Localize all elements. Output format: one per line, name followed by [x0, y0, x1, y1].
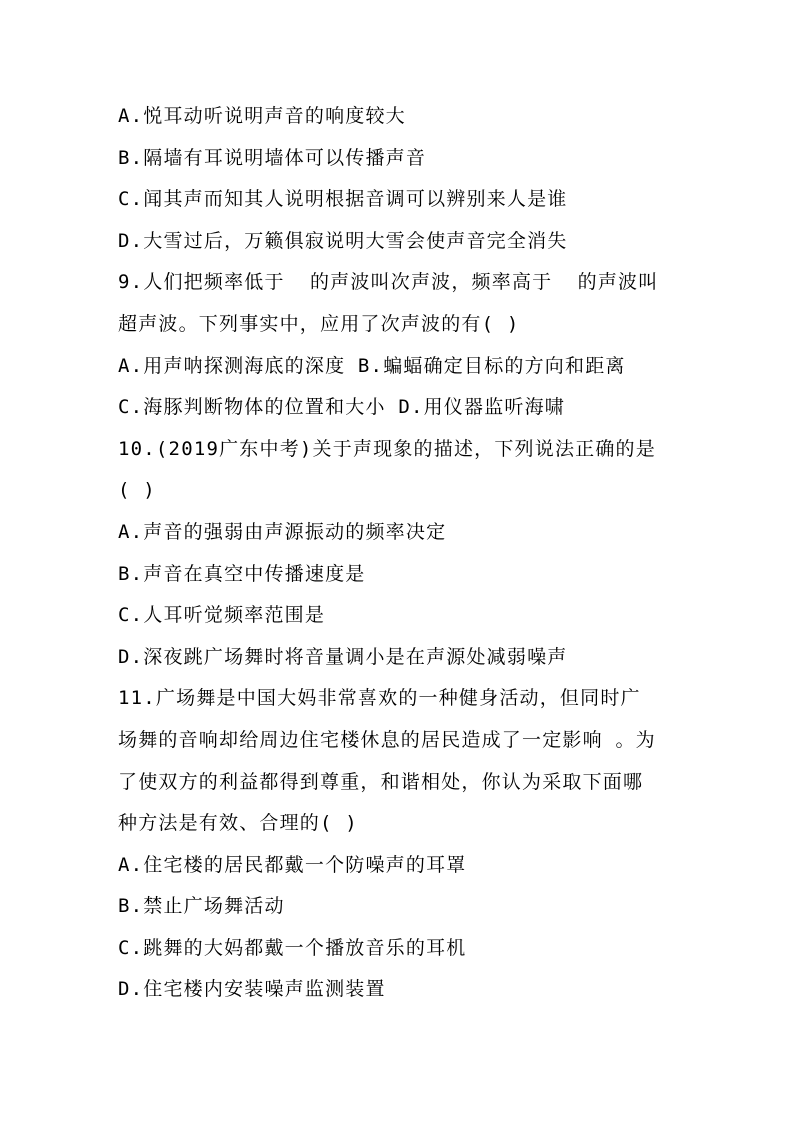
- q8-option-a: A.悦耳动听说明声音的响度较大: [118, 105, 406, 127]
- q11-stem-line-4: 种方法是有效、合理的( ): [118, 812, 358, 835]
- q10-stem-line-2: ( ): [118, 479, 156, 502]
- q9-stem-line-2: 超声波。下列事实中，应用了次声波的有( ): [118, 312, 520, 335]
- q10-option-c: C.人耳听觉频率范围是: [118, 604, 326, 627]
- q10-option-a: A.声音的强弱由声源振动的频率决定: [118, 520, 447, 543]
- q10-option-d: D.深夜跳广场舞时将音量调小是在声源处减弱噪声: [118, 645, 568, 668]
- q11-stem-line-2: 场舞的音响却给周边住宅楼休息的居民造成了一定影响 。为: [118, 728, 656, 751]
- q9-options-cd: C.海豚判断物体的位置和大小 D.用仪器监听海啸: [118, 396, 565, 419]
- q8-option-b: B.隔墙有耳说明墙体可以传播声音: [118, 146, 427, 169]
- q11-option-d: D.住宅楼内安装噪声监测装置: [118, 978, 386, 1001]
- q8-option-d: D.大雪过后，万籁俱寂说明大雪会使声音完全消失: [118, 229, 568, 252]
- q9-options-ab: A.用声呐探测海底的深度 B.蝙蝠确定目标的方向和距离: [118, 354, 626, 377]
- q11-option-a: A.住宅楼的居民都戴一个防噪声的耳罩: [118, 853, 467, 876]
- q11-stem-line-3: 了使双方的利益都得到尊重，和谐相处，你认为采取下面哪: [118, 770, 644, 793]
- q11-stem-line-1: 11.广场舞是中国大妈非常喜欢的一种健身活动，但同时广: [118, 687, 641, 710]
- q10-option-b: B.声音在真空中传播速度是: [118, 562, 366, 585]
- q9-stem-line-1: 9.人们把频率低于 的声波叫次声波，频率高于 的声波叫: [118, 271, 659, 294]
- q8-option-c: C.闻其声而知其人说明根据音调可以辨别来人是谁: [118, 188, 568, 211]
- q11-option-c: C.跳舞的大妈都戴一个播放音乐的耳机: [118, 936, 467, 959]
- q10-stem-line-1: 10.(2019广东中考)关于声现象的描述，下列说法正确的是: [118, 437, 656, 460]
- document-body: [118, 96, 678, 1011]
- q11-option-b: B.禁止广场舞活动: [118, 895, 285, 918]
